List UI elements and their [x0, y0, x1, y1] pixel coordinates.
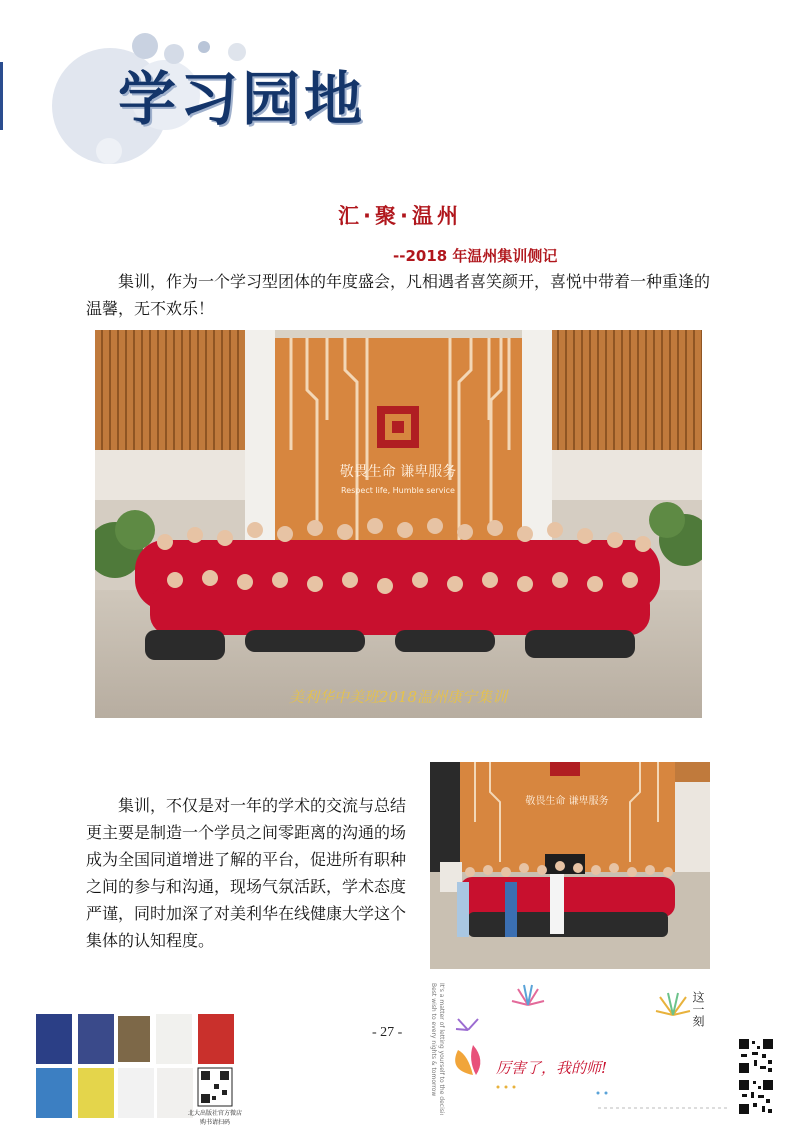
qr-code-top: [738, 1038, 774, 1074]
books-qr-caption-1: 北大出版社官方微店: [187, 1110, 242, 1117]
choir-photo: [430, 762, 710, 969]
promo-side-text-2: It's a matter of letting yourself to the decision: [438, 983, 445, 1115]
article-title: 汇·聚·温州: [338, 204, 462, 228]
wall-sign-en: Respect life, Humble service: [341, 486, 455, 495]
page-number: - 27 -: [372, 1025, 403, 1040]
wall-sign-small: 敬畏生命 谦卑服务: [525, 796, 609, 807]
promo-side-text-1: Best wish to every nights & tomorrow: [430, 983, 437, 1097]
qr-code-bottom: [738, 1079, 774, 1115]
promo-heading: 这一刻: [691, 991, 705, 1027]
promo-slogan: 厉害了，我的师!: [496, 1059, 608, 1077]
photo-caption: 美利华中美班2018温州康宁集训: [288, 688, 508, 706]
section-title: 学习园地: [118, 65, 367, 133]
left-accent-bar: [0, 62, 3, 130]
article-paragraph-2: 集训，不仅是对一年的学术的交流与总结更主要是制造一个学员之间零距离的沟通的场成为全国同道增进了解的平台，促进所有职种之间的参与和沟通，现场气氛活跃，学术态度严谨，同时加深了对美利华在线健康大学这个集体的认知程度。: [86, 796, 407, 950]
promo-banner: [428, 975, 728, 1115]
article-subtitle: --2018 年温州集训侧记: [393, 247, 558, 265]
group-photo: [95, 330, 702, 718]
wall-sign: 敬畏生命 谦卑服务: [339, 464, 457, 480]
books-qr-caption-2: 购书请扫码: [199, 1119, 231, 1126]
article-paragraph-1: 集训，作为一个学习型团体的年度盛会，凡相遇者喜笑颜开，喜悦中带着一种重逢的温馨，无不欢乐！: [86, 272, 711, 318]
book-advertisement: [34, 1012, 242, 1132]
